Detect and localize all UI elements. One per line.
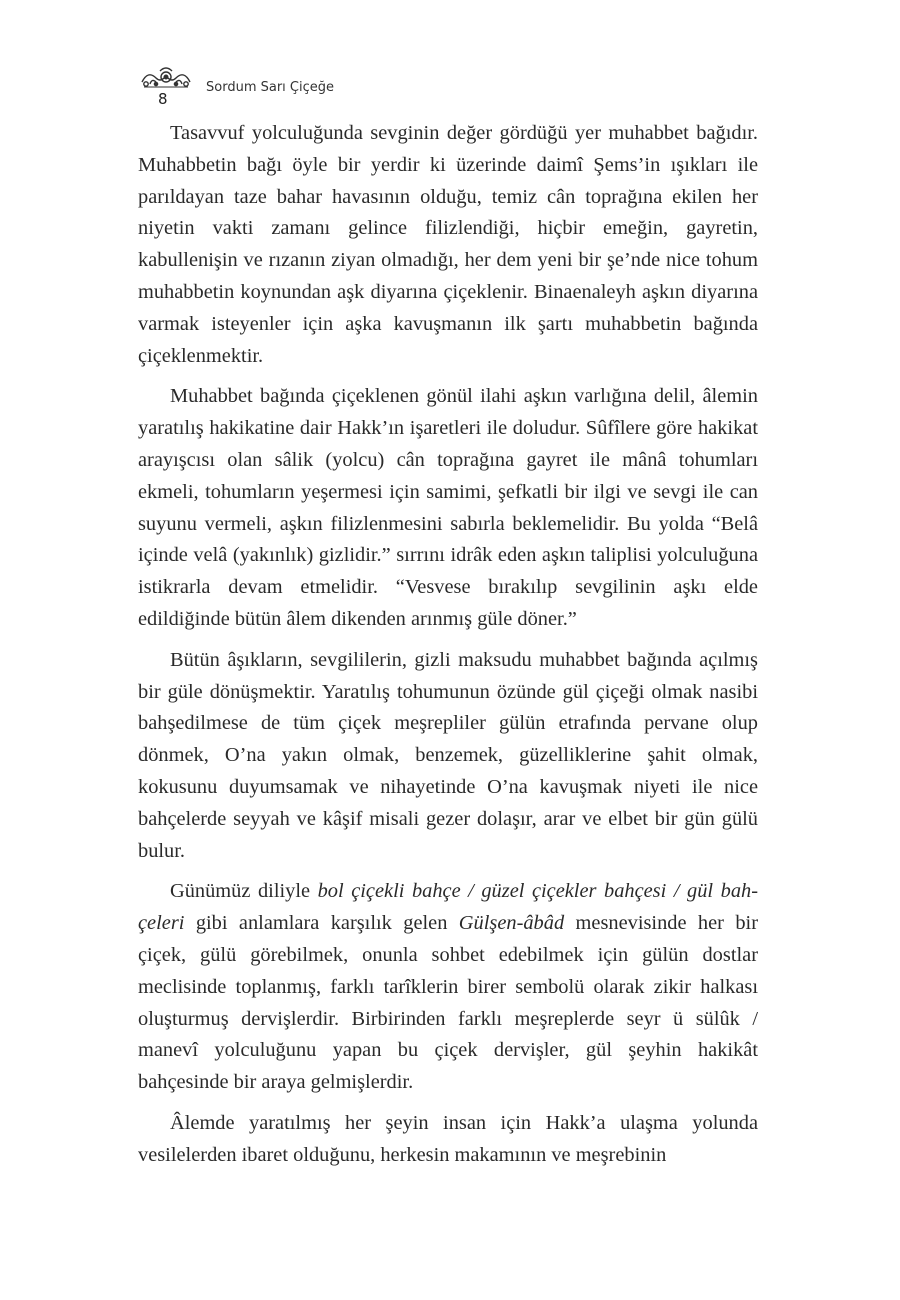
body-text [138,118,758,1172]
paragraph-text: Günümüz diliyle [170,880,318,903]
paragraph-text: gibi anlamlara karşılık gelen [184,912,459,935]
paragraph: Muhabbet bağında çiçeklenen gönül ilahi aşkın varlığına delil, âlemin yaratılış hakikatine dair Hakk’ın işaretleri ile doludur. Sûfîlere göre hakikat arayışcısı olan sâlik (yolcu) cân toprağına gayret ile mânâ tohumları ekmeli, tohumların yeşermesi için samimi, şefkatli bir ilgi ve sevgi ile can suyunu vermeli, aşkın filizlenmesini sabırla beklemelidir. Bu yolda “Belâ içinde velâ (yakınlık) gizlidir.” sırrını idrâk eden aşkın taliplisi yolculuğuna istikrarla devam etmelidir. “Vesvese bırakılıp sevgilinin aşkı elde edildiğinde bütün âlem dikenden arınmış güle döner.” [138,385,758,630]
page-number: 8 [158,90,168,108]
paragraph: Âlemde yaratılmış her şeyin insan için Hakk’a ulaşma yolunda vesilelerden ibaret olduğunu, herkesin makamının ve meşrebinin [138,1111,758,1166]
floral-ornament-icon [138,66,194,90]
running-title: Sordum Sarı Çiçeğe [206,80,335,95]
italic-title: Gülşen-âbâd [458,912,565,935]
paragraph: Bütün âşıkların, sevgililerin, gizli maksudu muhabbet bağında açılmış bir güle dönüşmektir. Yaratılış tohumunun özünde gül çiçeği olmak nasibi bahşedilmese de tüm çiçek meşrepliler gülün etrafında pervane olup dönmek, O’na yakın olmak, benzemek, güzelliklerine şahit olmak, kokusunu duyumsamak ve nihayetinde O’na kavuşmak niyeti ile nice bahçelerde seyyah ve kâşif misali gezer dolaşır, arar ve elbet bir gün gülü bulur. [138,648,758,862]
italic-phrase: bol çiçekli bahçe / güzel çiçekler bahçesi / gül bahçeleri [138,880,759,935]
page-header [138,66,438,110]
paragraph-text: mesnevisinde her bir çiçek, gülü görebilmek, onunla sohbet edebilmek için gülün dostlar meclisinde toplanmış, farklı tarîklerin birer sembolü olarak zikir halkası oluşturmuş dervişlerdir. Birbirinden farklı meşreplerde seyr ü sülûk / manevî yolculuğunu yapan bu çiçek dervişler, gül şeyhin hakikât bahçesinde bir araya gelmişlerdir. [138,912,758,1094]
paragraph: Tasavvuf yolculuğunda sevginin değer gördüğü yer muhabbet bağıdır. Muhabbetin bağı öyle bir yerdir ki üzerinde daimî Şems’in ışıkları ile parıldayan taze bahar havasının olduğu, temiz cân toprağına ekilen her niyetin vakti zamanı gelince filizlendiği, hiçbir emeğin, gayretin, kabullenişin ve rızanın ziyan olmadığı, her dem yeni bir şe’nde nice tohum muhabbetin koynundan aşk diyarına çiçeklenir. Binaenaleyh aşkın diyarına varmak isteyenler için aşka kavuşmanın ilk şartı muhabbetin bağında çiçeklenmektir. [138,122,758,367]
paragraph [138,876,758,1099]
